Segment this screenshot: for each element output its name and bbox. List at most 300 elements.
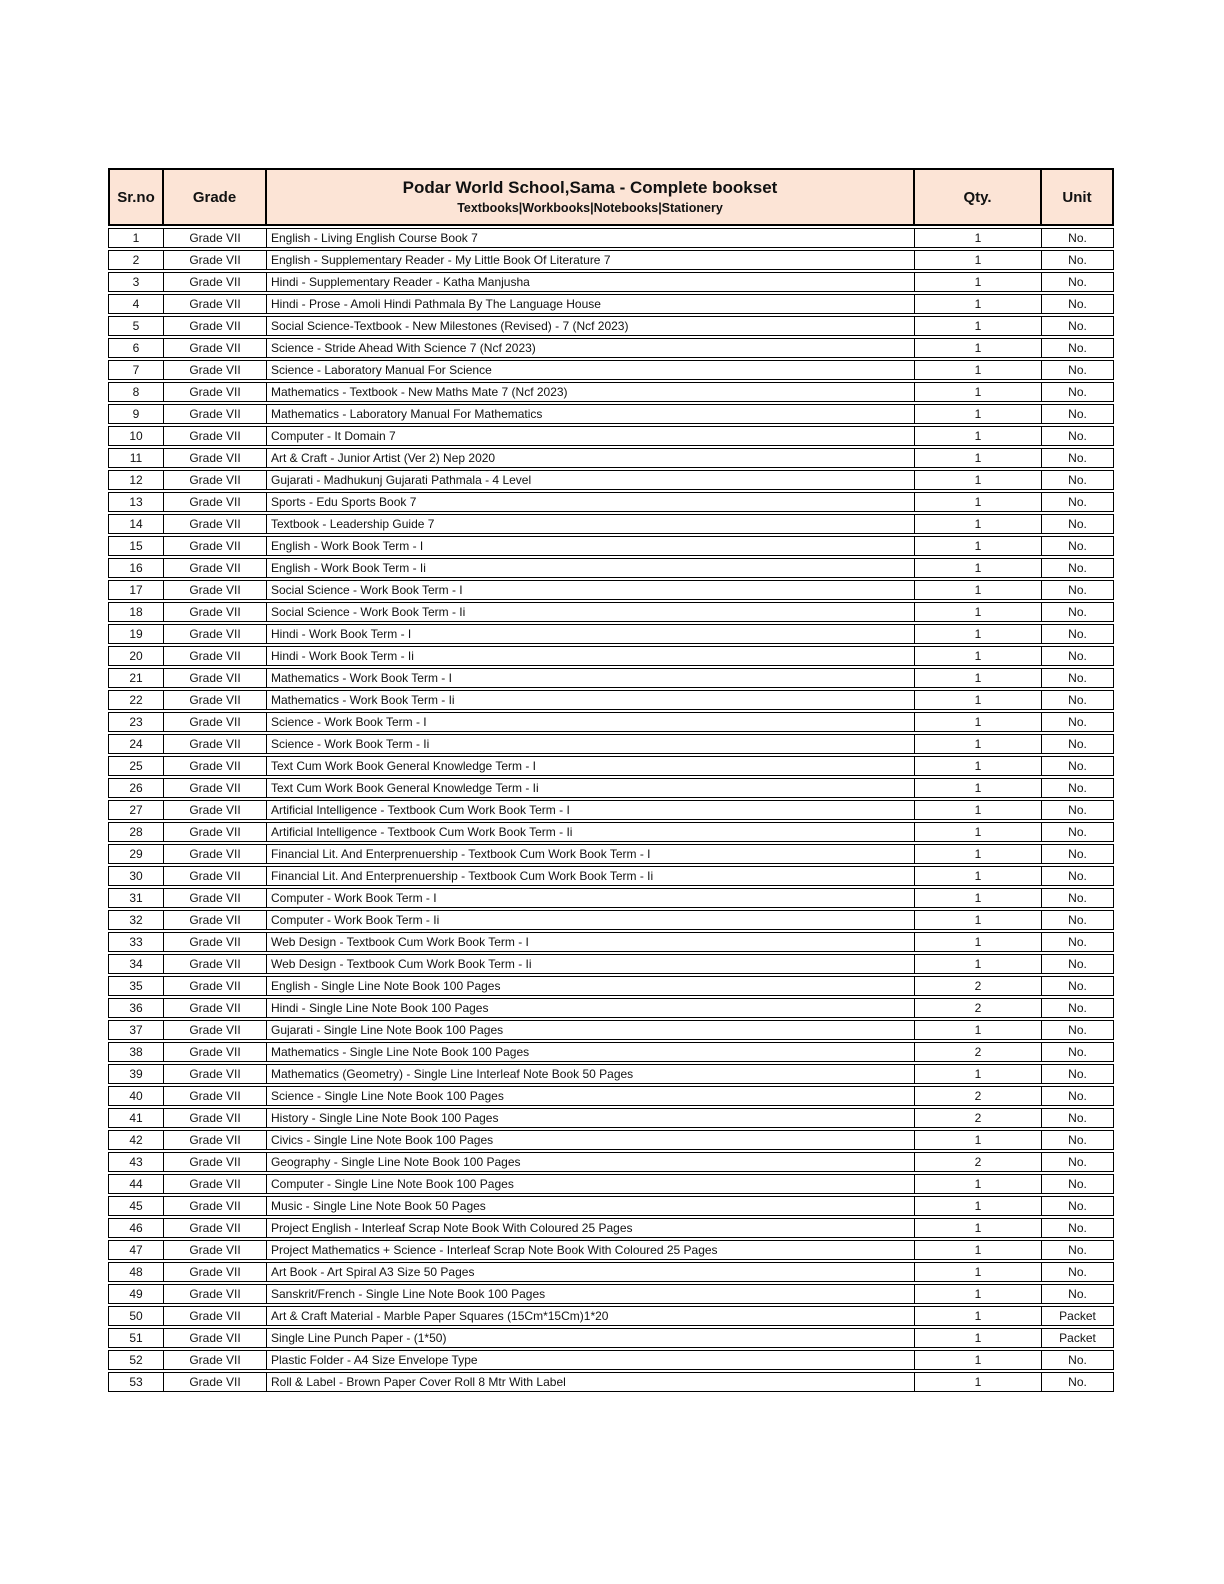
row-qty-cell: 1 bbox=[915, 426, 1042, 446]
table-row bbox=[108, 338, 1114, 358]
row-grade-cell: Grade VII bbox=[164, 756, 267, 776]
row-qty-cell: 1 bbox=[915, 448, 1042, 468]
row-unit-cell: No. bbox=[1042, 602, 1114, 622]
table-row bbox=[108, 1306, 1114, 1326]
row-srno-cell: 10 bbox=[108, 426, 164, 446]
row-grade-cell: Grade VII bbox=[164, 888, 267, 908]
table-row bbox=[108, 756, 1114, 776]
row-qty-cell: 1 bbox=[915, 470, 1042, 490]
row-srno-cell: 3 bbox=[108, 272, 164, 292]
table-row bbox=[108, 514, 1114, 534]
row-srno-cell: 15 bbox=[108, 536, 164, 556]
row-grade-cell: Grade VII bbox=[164, 492, 267, 512]
row-grade-cell: Grade VII bbox=[164, 1240, 267, 1260]
row-qty-cell: 2 bbox=[915, 1152, 1042, 1172]
row-item-cell: Science - Stride Ahead With Science 7 (Ncf 2023) bbox=[267, 338, 915, 358]
row-unit-cell: No. bbox=[1042, 888, 1114, 908]
row-grade-cell: Grade VII bbox=[164, 668, 267, 688]
row-srno-cell: 14 bbox=[108, 514, 164, 534]
row-grade-cell: Grade VII bbox=[164, 338, 267, 358]
row-grade-cell: Grade VII bbox=[164, 712, 267, 732]
table-row bbox=[108, 1042, 1114, 1062]
row-unit-cell: No. bbox=[1042, 1108, 1114, 1128]
row-srno-cell: 28 bbox=[108, 822, 164, 842]
row-grade-cell: Grade VII bbox=[164, 426, 267, 446]
column-header-grade: Grade bbox=[164, 168, 267, 226]
row-grade-cell: Grade VII bbox=[164, 228, 267, 248]
row-unit-cell: No. bbox=[1042, 580, 1114, 600]
row-unit-cell: No. bbox=[1042, 316, 1114, 336]
row-srno-cell: 46 bbox=[108, 1218, 164, 1238]
table-row bbox=[108, 932, 1114, 952]
row-qty-cell: 1 bbox=[915, 822, 1042, 842]
row-unit-cell: No. bbox=[1042, 492, 1114, 512]
row-grade-cell: Grade VII bbox=[164, 580, 267, 600]
table-title: Podar World School,Sama - Complete bookset bbox=[402, 178, 778, 198]
table-row bbox=[108, 646, 1114, 666]
row-qty-cell: 1 bbox=[915, 580, 1042, 600]
table-row bbox=[108, 1262, 1114, 1282]
row-srno-cell: 7 bbox=[108, 360, 164, 380]
row-item-cell: English - Work Book Term - I bbox=[267, 536, 915, 556]
row-srno-cell: 29 bbox=[108, 844, 164, 864]
row-unit-cell: No. bbox=[1042, 1130, 1114, 1150]
row-item-cell: Plastic Folder - A4 Size Envelope Type bbox=[267, 1350, 915, 1370]
row-unit-cell: Packet bbox=[1042, 1328, 1114, 1348]
table-row bbox=[108, 998, 1114, 1018]
row-qty-cell: 2 bbox=[915, 1086, 1042, 1106]
row-grade-cell: Grade VII bbox=[164, 514, 267, 534]
row-item-cell: Mathematics - Work Book Term - Ii bbox=[267, 690, 915, 710]
column-header-srno: Sr.no bbox=[108, 168, 164, 226]
row-unit-cell: No. bbox=[1042, 998, 1114, 1018]
row-qty-cell: 1 bbox=[915, 536, 1042, 556]
row-grade-cell: Grade VII bbox=[164, 294, 267, 314]
row-qty-cell: 2 bbox=[915, 976, 1042, 996]
row-srno-cell: 19 bbox=[108, 624, 164, 644]
row-item-cell: Science - Laboratory Manual For Science bbox=[267, 360, 915, 380]
table-row bbox=[108, 294, 1114, 314]
row-qty-cell: 1 bbox=[915, 1284, 1042, 1304]
row-qty-cell: 1 bbox=[915, 1328, 1042, 1348]
row-qty-cell: 1 bbox=[915, 1196, 1042, 1216]
row-qty-cell: 1 bbox=[915, 316, 1042, 336]
row-srno-cell: 36 bbox=[108, 998, 164, 1018]
row-srno-cell: 12 bbox=[108, 470, 164, 490]
row-qty-cell: 1 bbox=[915, 404, 1042, 424]
row-srno-cell: 25 bbox=[108, 756, 164, 776]
row-qty-cell: 1 bbox=[915, 1130, 1042, 1150]
row-srno-cell: 17 bbox=[108, 580, 164, 600]
row-unit-cell: No. bbox=[1042, 228, 1114, 248]
row-qty-cell: 1 bbox=[915, 866, 1042, 886]
row-srno-cell: 50 bbox=[108, 1306, 164, 1326]
row-srno-cell: 42 bbox=[108, 1130, 164, 1150]
row-item-cell: Science - Work Book Term - I bbox=[267, 712, 915, 732]
row-unit-cell: No. bbox=[1042, 1086, 1114, 1106]
table-row bbox=[108, 470, 1114, 490]
row-unit-cell: No. bbox=[1042, 646, 1114, 666]
row-unit-cell: Packet bbox=[1042, 1306, 1114, 1326]
row-qty-cell: 1 bbox=[915, 800, 1042, 820]
row-qty-cell: 1 bbox=[915, 558, 1042, 578]
row-qty-cell: 1 bbox=[915, 1372, 1042, 1392]
row-grade-cell: Grade VII bbox=[164, 1108, 267, 1128]
row-qty-cell: 1 bbox=[915, 888, 1042, 908]
table-subtitle: Textbooks|Workbooks|Notebooks|Stationery bbox=[457, 201, 723, 216]
row-grade-cell: Grade VII bbox=[164, 954, 267, 974]
row-qty-cell: 1 bbox=[915, 1306, 1042, 1326]
row-item-cell: Mathematics (Geometry) - Single Line Interleaf Note Book 50 Pages bbox=[267, 1064, 915, 1084]
row-item-cell: Sports - Edu Sports Book 7 bbox=[267, 492, 915, 512]
row-srno-cell: 45 bbox=[108, 1196, 164, 1216]
row-srno-cell: 49 bbox=[108, 1284, 164, 1304]
row-qty-cell: 1 bbox=[915, 250, 1042, 270]
row-grade-cell: Grade VII bbox=[164, 558, 267, 578]
row-srno-cell: 22 bbox=[108, 690, 164, 710]
row-item-cell: Hindi - Supplementary Reader - Katha Manjusha bbox=[267, 272, 915, 292]
table-row bbox=[108, 1328, 1114, 1348]
row-srno-cell: 30 bbox=[108, 866, 164, 886]
row-unit-cell: No. bbox=[1042, 1372, 1114, 1392]
row-item-cell: Science - Work Book Term - Ii bbox=[267, 734, 915, 754]
table-row bbox=[108, 492, 1114, 512]
row-grade-cell: Grade VII bbox=[164, 844, 267, 864]
table-row bbox=[108, 822, 1114, 842]
row-item-cell: Text Cum Work Book General Knowledge Term - I bbox=[267, 756, 915, 776]
table-row bbox=[108, 272, 1114, 292]
row-grade-cell: Grade VII bbox=[164, 470, 267, 490]
row-srno-cell: 51 bbox=[108, 1328, 164, 1348]
row-qty-cell: 1 bbox=[915, 668, 1042, 688]
row-grade-cell: Grade VII bbox=[164, 1020, 267, 1040]
row-item-cell: Social Science - Work Book Term - I bbox=[267, 580, 915, 600]
table-row bbox=[108, 536, 1114, 556]
table-row bbox=[108, 1064, 1114, 1084]
row-grade-cell: Grade VII bbox=[164, 910, 267, 930]
row-item-cell: Mathematics - Single Line Note Book 100 Pages bbox=[267, 1042, 915, 1062]
row-item-cell: Web Design - Textbook Cum Work Book Term - Ii bbox=[267, 954, 915, 974]
row-srno-cell: 38 bbox=[108, 1042, 164, 1062]
table-row bbox=[108, 778, 1114, 798]
row-item-cell: Computer - Work Book Term - Ii bbox=[267, 910, 915, 930]
table-row bbox=[108, 316, 1114, 336]
row-item-cell: Project Mathematics + Science - Interleaf Scrap Note Book With Coloured 25 Pages bbox=[267, 1240, 915, 1260]
row-unit-cell: No. bbox=[1042, 448, 1114, 468]
row-item-cell: Web Design - Textbook Cum Work Book Term - I bbox=[267, 932, 915, 952]
table-row bbox=[108, 602, 1114, 622]
table-row bbox=[108, 426, 1114, 446]
row-grade-cell: Grade VII bbox=[164, 800, 267, 820]
row-unit-cell: No. bbox=[1042, 734, 1114, 754]
row-qty-cell: 1 bbox=[915, 690, 1042, 710]
row-srno-cell: 4 bbox=[108, 294, 164, 314]
row-item-cell: Financial Lit. And Enterprenuership - Textbook Cum Work Book Term - I bbox=[267, 844, 915, 864]
row-grade-cell: Grade VII bbox=[164, 404, 267, 424]
row-unit-cell: No. bbox=[1042, 954, 1114, 974]
table-row bbox=[108, 1218, 1114, 1238]
row-qty-cell: 1 bbox=[915, 294, 1042, 314]
row-item-cell: Social Science-Textbook - New Milestones (Revised) - 7 (Ncf 2023) bbox=[267, 316, 915, 336]
row-item-cell: Mathematics - Textbook - New Maths Mate 7 (Ncf 2023) bbox=[267, 382, 915, 402]
row-item-cell: Civics - Single Line Note Book 100 Pages bbox=[267, 1130, 915, 1150]
row-item-cell: Gujarati - Madhukunj Gujarati Pathmala - 4 Level bbox=[267, 470, 915, 490]
row-grade-cell: Grade VII bbox=[164, 624, 267, 644]
row-unit-cell: No. bbox=[1042, 624, 1114, 644]
row-grade-cell: Grade VII bbox=[164, 690, 267, 710]
row-qty-cell: 1 bbox=[915, 734, 1042, 754]
row-unit-cell: No. bbox=[1042, 1020, 1114, 1040]
row-grade-cell: Grade VII bbox=[164, 1086, 267, 1106]
row-grade-cell: Grade VII bbox=[164, 448, 267, 468]
row-grade-cell: Grade VII bbox=[164, 250, 267, 270]
row-item-cell: Art & Craft - Junior Artist (Ver 2) Nep 2020 bbox=[267, 448, 915, 468]
row-qty-cell: 1 bbox=[915, 602, 1042, 622]
row-qty-cell: 2 bbox=[915, 998, 1042, 1018]
row-srno-cell: 21 bbox=[108, 668, 164, 688]
row-unit-cell: No. bbox=[1042, 932, 1114, 952]
row-unit-cell: No. bbox=[1042, 250, 1114, 270]
row-qty-cell: 1 bbox=[915, 1064, 1042, 1084]
row-item-cell: Computer - Single Line Note Book 100 Pages bbox=[267, 1174, 915, 1194]
row-grade-cell: Grade VII bbox=[164, 822, 267, 842]
row-item-cell: Mathematics - Laboratory Manual For Mathematics bbox=[267, 404, 915, 424]
row-srno-cell: 31 bbox=[108, 888, 164, 908]
row-qty-cell: 1 bbox=[915, 1240, 1042, 1260]
row-grade-cell: Grade VII bbox=[164, 1042, 267, 1062]
row-srno-cell: 16 bbox=[108, 558, 164, 578]
row-unit-cell: No. bbox=[1042, 668, 1114, 688]
row-unit-cell: No. bbox=[1042, 1240, 1114, 1260]
table-row bbox=[108, 1196, 1114, 1216]
row-grade-cell: Grade VII bbox=[164, 932, 267, 952]
row-unit-cell: No. bbox=[1042, 470, 1114, 490]
row-grade-cell: Grade VII bbox=[164, 1350, 267, 1370]
column-header-title bbox=[267, 168, 915, 226]
table-row bbox=[108, 1372, 1114, 1392]
row-item-cell: Hindi - Prose - Amoli Hindi Pathmala By The Language House bbox=[267, 294, 915, 314]
row-srno-cell: 52 bbox=[108, 1350, 164, 1370]
row-qty-cell: 1 bbox=[915, 624, 1042, 644]
row-item-cell: Text Cum Work Book General Knowledge Term - Ii bbox=[267, 778, 915, 798]
row-unit-cell: No. bbox=[1042, 866, 1114, 886]
row-qty-cell: 1 bbox=[915, 1174, 1042, 1194]
column-header-qty: Qty. bbox=[915, 168, 1042, 226]
row-srno-cell: 6 bbox=[108, 338, 164, 358]
row-unit-cell: No. bbox=[1042, 1262, 1114, 1282]
row-srno-cell: 5 bbox=[108, 316, 164, 336]
row-grade-cell: Grade VII bbox=[164, 1152, 267, 1172]
row-grade-cell: Grade VII bbox=[164, 866, 267, 886]
bookset-table bbox=[108, 166, 1114, 1394]
row-srno-cell: 43 bbox=[108, 1152, 164, 1172]
row-srno-cell: 37 bbox=[108, 1020, 164, 1040]
row-unit-cell: No. bbox=[1042, 382, 1114, 402]
column-header-unit: Unit bbox=[1042, 168, 1114, 226]
row-qty-cell: 1 bbox=[915, 778, 1042, 798]
row-unit-cell: No. bbox=[1042, 1218, 1114, 1238]
row-unit-cell: No. bbox=[1042, 822, 1114, 842]
table-row bbox=[108, 624, 1114, 644]
row-unit-cell: No. bbox=[1042, 976, 1114, 996]
row-grade-cell: Grade VII bbox=[164, 1196, 267, 1216]
row-unit-cell: No. bbox=[1042, 426, 1114, 446]
row-item-cell: Roll & Label - Brown Paper Cover Roll 8 Mtr With Label bbox=[267, 1372, 915, 1392]
row-srno-cell: 39 bbox=[108, 1064, 164, 1084]
row-grade-cell: Grade VII bbox=[164, 646, 267, 666]
row-unit-cell: No. bbox=[1042, 294, 1114, 314]
row-item-cell: Gujarati - Single Line Note Book 100 Pages bbox=[267, 1020, 915, 1040]
row-srno-cell: 41 bbox=[108, 1108, 164, 1128]
row-item-cell: Textbook - Leadership Guide 7 bbox=[267, 514, 915, 534]
row-item-cell: Art & Craft Material - Marble Paper Squares (15Cm*15Cm)1*20 bbox=[267, 1306, 915, 1326]
row-srno-cell: 8 bbox=[108, 382, 164, 402]
table-row bbox=[108, 1174, 1114, 1194]
row-qty-cell: 1 bbox=[915, 272, 1042, 292]
row-srno-cell: 11 bbox=[108, 448, 164, 468]
row-item-cell: English - Supplementary Reader - My Little Book Of Literature 7 bbox=[267, 250, 915, 270]
row-grade-cell: Grade VII bbox=[164, 1064, 267, 1084]
table-row bbox=[108, 910, 1114, 930]
row-item-cell: Sanskrit/French - Single Line Note Book 100 Pages bbox=[267, 1284, 915, 1304]
row-item-cell: Music - Single Line Note Book 50 Pages bbox=[267, 1196, 915, 1216]
row-unit-cell: No. bbox=[1042, 690, 1114, 710]
row-unit-cell: No. bbox=[1042, 514, 1114, 534]
table-row bbox=[108, 250, 1114, 270]
row-srno-cell: 34 bbox=[108, 954, 164, 974]
row-qty-cell: 1 bbox=[915, 492, 1042, 512]
row-srno-cell: 53 bbox=[108, 1372, 164, 1392]
row-unit-cell: No. bbox=[1042, 1152, 1114, 1172]
row-grade-cell: Grade VII bbox=[164, 1262, 267, 1282]
row-qty-cell: 1 bbox=[915, 1262, 1042, 1282]
row-qty-cell: 1 bbox=[915, 646, 1042, 666]
table-row bbox=[108, 1240, 1114, 1260]
table-row bbox=[108, 404, 1114, 424]
row-qty-cell: 1 bbox=[915, 338, 1042, 358]
row-grade-cell: Grade VII bbox=[164, 1218, 267, 1238]
row-grade-cell: Grade VII bbox=[164, 1130, 267, 1150]
row-item-cell: Science - Single Line Note Book 100 Pages bbox=[267, 1086, 915, 1106]
row-qty-cell: 1 bbox=[915, 712, 1042, 732]
row-item-cell: Hindi - Single Line Note Book 100 Pages bbox=[267, 998, 915, 1018]
table-row bbox=[108, 382, 1114, 402]
row-srno-cell: 35 bbox=[108, 976, 164, 996]
row-srno-cell: 20 bbox=[108, 646, 164, 666]
row-grade-cell: Grade VII bbox=[164, 998, 267, 1018]
row-unit-cell: No. bbox=[1042, 1284, 1114, 1304]
row-grade-cell: Grade VII bbox=[164, 734, 267, 754]
row-grade-cell: Grade VII bbox=[164, 1174, 267, 1194]
row-qty-cell: 2 bbox=[915, 1108, 1042, 1128]
table-header-row bbox=[108, 168, 1114, 226]
row-grade-cell: Grade VII bbox=[164, 1306, 267, 1326]
row-grade-cell: Grade VII bbox=[164, 360, 267, 380]
row-grade-cell: Grade VII bbox=[164, 382, 267, 402]
row-item-cell: Art Book - Art Spiral A3 Size 50 Pages bbox=[267, 1262, 915, 1282]
row-unit-cell: No. bbox=[1042, 1196, 1114, 1216]
row-qty-cell: 1 bbox=[915, 756, 1042, 776]
table-row bbox=[108, 1020, 1114, 1040]
row-item-cell: English - Work Book Term - Ii bbox=[267, 558, 915, 578]
row-grade-cell: Grade VII bbox=[164, 316, 267, 336]
row-srno-cell: 33 bbox=[108, 932, 164, 952]
table-row bbox=[108, 668, 1114, 688]
table-row bbox=[108, 690, 1114, 710]
row-item-cell: Single Line Punch Paper - (1*50) bbox=[267, 1328, 915, 1348]
table-row bbox=[108, 1284, 1114, 1304]
row-unit-cell: No. bbox=[1042, 1174, 1114, 1194]
table-row bbox=[108, 580, 1114, 600]
row-qty-cell: 1 bbox=[915, 1350, 1042, 1370]
row-grade-cell: Grade VII bbox=[164, 976, 267, 996]
table-row bbox=[108, 976, 1114, 996]
table-row bbox=[108, 1130, 1114, 1150]
row-unit-cell: No. bbox=[1042, 778, 1114, 798]
row-qty-cell: 1 bbox=[915, 360, 1042, 380]
table-row bbox=[108, 228, 1114, 248]
row-grade-cell: Grade VII bbox=[164, 1372, 267, 1392]
table-row bbox=[108, 558, 1114, 578]
table-row bbox=[108, 360, 1114, 380]
table-row bbox=[108, 712, 1114, 732]
row-item-cell: Financial Lit. And Enterprenuership - Textbook Cum Work Book Term - Ii bbox=[267, 866, 915, 886]
table-row bbox=[108, 844, 1114, 864]
table-row bbox=[108, 954, 1114, 974]
row-item-cell: Geography - Single Line Note Book 100 Pages bbox=[267, 1152, 915, 1172]
table-row bbox=[108, 1108, 1114, 1128]
row-unit-cell: No. bbox=[1042, 800, 1114, 820]
row-unit-cell: No. bbox=[1042, 1042, 1114, 1062]
row-item-cell: Artificial Intelligence - Textbook Cum Work Book Term - I bbox=[267, 800, 915, 820]
row-unit-cell: No. bbox=[1042, 1350, 1114, 1370]
row-grade-cell: Grade VII bbox=[164, 602, 267, 622]
row-qty-cell: 1 bbox=[915, 228, 1042, 248]
row-item-cell: Computer - It Domain 7 bbox=[267, 426, 915, 446]
row-srno-cell: 32 bbox=[108, 910, 164, 930]
table-row bbox=[108, 1350, 1114, 1370]
row-item-cell: History - Single Line Note Book 100 Pages bbox=[267, 1108, 915, 1128]
row-unit-cell: No. bbox=[1042, 536, 1114, 556]
row-unit-cell: No. bbox=[1042, 558, 1114, 578]
table-row bbox=[108, 1152, 1114, 1172]
row-item-cell: English - Living English Course Book 7 bbox=[267, 228, 915, 248]
row-unit-cell: No. bbox=[1042, 910, 1114, 930]
row-unit-cell: No. bbox=[1042, 712, 1114, 732]
table-row bbox=[108, 448, 1114, 468]
row-grade-cell: Grade VII bbox=[164, 1284, 267, 1304]
row-qty-cell: 1 bbox=[915, 382, 1042, 402]
row-srno-cell: 40 bbox=[108, 1086, 164, 1106]
row-unit-cell: No. bbox=[1042, 1064, 1114, 1084]
row-qty-cell: 2 bbox=[915, 1042, 1042, 1062]
row-unit-cell: No. bbox=[1042, 360, 1114, 380]
table-row bbox=[108, 888, 1114, 908]
row-qty-cell: 1 bbox=[915, 910, 1042, 930]
row-qty-cell: 1 bbox=[915, 954, 1042, 974]
row-item-cell: English - Single Line Note Book 100 Pages bbox=[267, 976, 915, 996]
row-unit-cell: No. bbox=[1042, 404, 1114, 424]
row-srno-cell: 9 bbox=[108, 404, 164, 424]
row-qty-cell: 1 bbox=[915, 1218, 1042, 1238]
row-qty-cell: 1 bbox=[915, 514, 1042, 534]
row-qty-cell: 1 bbox=[915, 1020, 1042, 1040]
row-qty-cell: 1 bbox=[915, 844, 1042, 864]
row-grade-cell: Grade VII bbox=[164, 272, 267, 292]
row-srno-cell: 47 bbox=[108, 1240, 164, 1260]
row-item-cell: Artificial Intelligence - Textbook Cum Work Book Term - Ii bbox=[267, 822, 915, 842]
row-unit-cell: No. bbox=[1042, 756, 1114, 776]
